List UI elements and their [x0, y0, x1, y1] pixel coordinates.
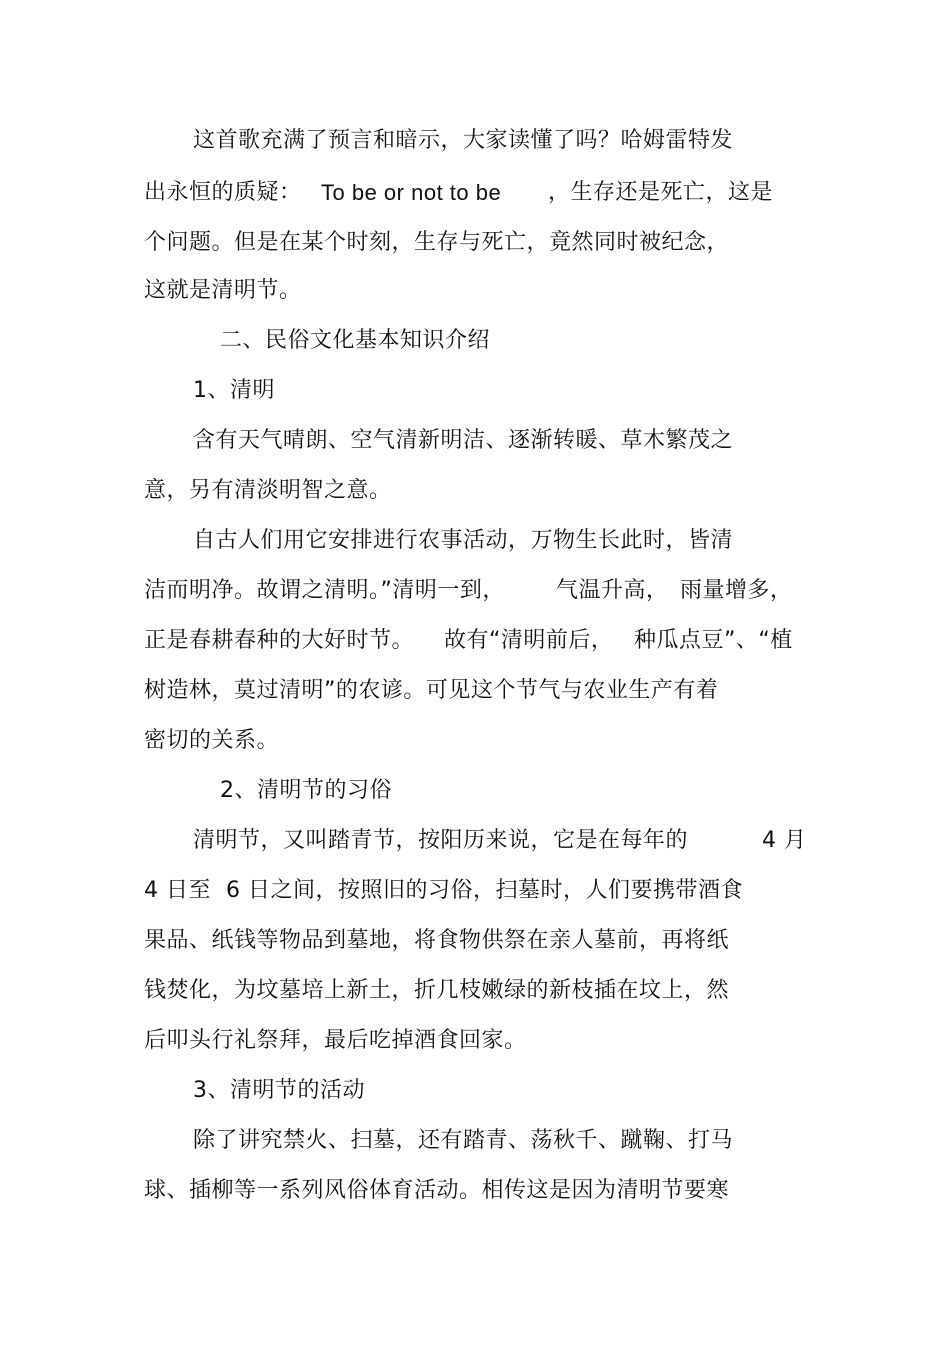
paragraph-line: 种瓜点豆”、“植	[634, 628, 793, 653]
paragraph-line: 故有“清明前后，	[444, 628, 614, 653]
paragraph-line: 出永恒的质疑：	[144, 180, 302, 205]
paragraph-line: 4 月	[762, 828, 807, 853]
paragraph-line: 雨量增多，	[680, 578, 793, 603]
paragraph-line: 清明节，又叫踏青节，按阳历来说，它是在每年的	[193, 828, 689, 853]
section-heading: 二、民俗文化基本知识介绍	[220, 328, 491, 353]
paragraph-line: ，生存还是死亡，这是	[548, 180, 774, 205]
paragraph-line: 除了讲究禁火、扫墓，还有踏青、荡秋千、蹴鞠、打马	[193, 1128, 734, 1153]
paragraph-line: 密切的关系。	[144, 728, 280, 753]
paragraph-line: 这就是清明节。	[144, 278, 302, 303]
paragraph-line: 正是春耕春种的大好时节。	[144, 628, 415, 653]
paragraph-line: 意，另有清淡明智之意。	[144, 478, 392, 503]
paragraph-line: 气温升高，	[556, 578, 669, 603]
paragraph-line: 树造林，莫过清明”的农谚。可见这个节气与农业生产有着	[144, 678, 719, 703]
paragraph-line: 果品、纸钱等物品到墓地，将食物供祭在亲人墓前，再将纸	[144, 928, 730, 953]
paragraph-line: 个问题。但是在某个时刻，生存与死亡，竟然同时被纪念，	[144, 230, 730, 255]
paragraph-line: 这首歌充满了预言和暗示，大家读懂了吗？哈姆雷特发	[193, 128, 734, 153]
paragraph-line: 含有天气晴朗、空气清新明洁、逐渐转暖、草木繁茂之	[193, 428, 734, 453]
subsection-heading: 2、清明节的习俗	[220, 778, 392, 803]
paragraph-line: 自古人们用它安排进行农事活动，万物生长此时，皆清	[193, 528, 734, 553]
paragraph-line: 钱焚化，为坟墓培上新土，折几枝嫩绿的新枝插在坟上，然	[144, 978, 730, 1003]
english-quote: To be or not to be	[321, 180, 502, 205]
paragraph-line: 后叩头行礼祭拜，最后吃掉酒食回家。	[144, 1028, 527, 1053]
paragraph-line: 4 日至 6 日之间，按照旧的习俗，扫墓时，人们要携带酒食	[144, 878, 743, 903]
subsection-heading: 1、清明	[193, 378, 275, 403]
paragraph-line: 洁而明净。故谓之清明。”清明一到，	[144, 578, 505, 603]
subsection-heading: 3、清明节的活动	[193, 1078, 365, 1103]
paragraph-line: 球、插柳等一系列风俗体育活动。相传这是因为清明节要寒	[144, 1178, 730, 1203]
